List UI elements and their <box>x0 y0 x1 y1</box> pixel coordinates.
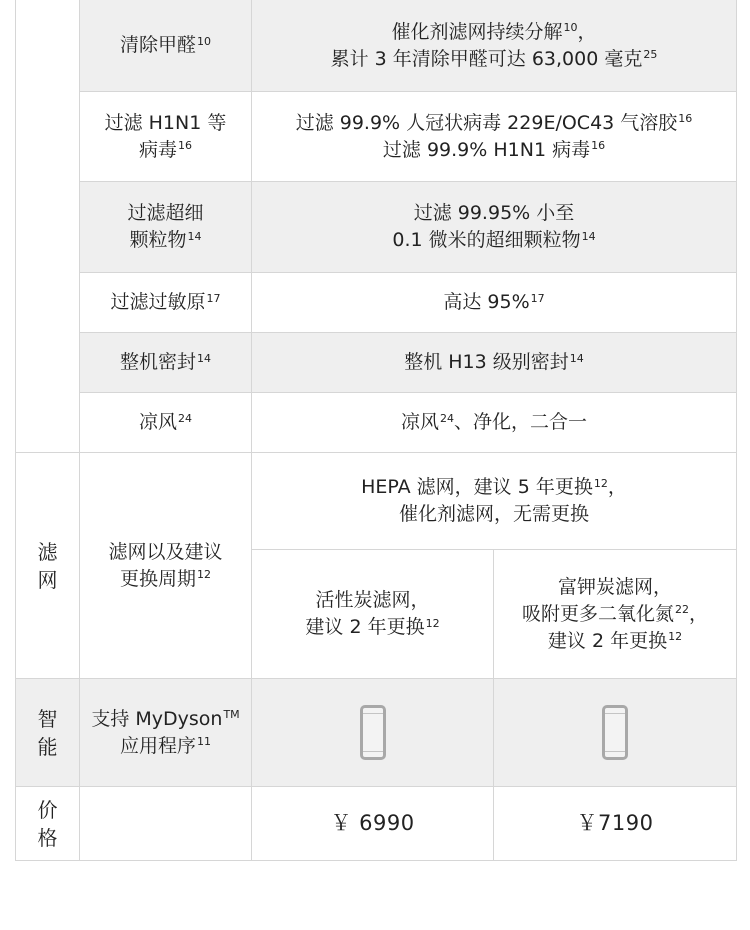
filter-shared-value: HEPA 滤网，建议 5 年更换$^{12}$， 催化剂滤网，无需更换 <box>252 453 737 550</box>
category-price: 价格 <box>15 787 80 861</box>
feature-label-mydyson: 支持 MyDyson™ 应用程序$^{11}$ <box>80 679 252 787</box>
smartphone-icon <box>602 705 628 760</box>
price-left: ￥ 6990 <box>252 787 494 861</box>
category-filter: 滤网 <box>15 453 80 679</box>
feature-label-ultrafine: 过滤超细 颗粒物$^{14}$ <box>80 182 252 273</box>
feature-value-formaldehyde: 催化剂滤网持续分解$^{10}$， 累计 3 年清除甲醛可达 63,000 毫克$^{25}$ <box>252 0 737 92</box>
category-cell-blank <box>15 0 80 453</box>
price-label-blank <box>80 787 252 861</box>
feature-label-allergen: 过滤过敏原$^{17}$ <box>80 273 252 333</box>
feature-value-sealing: 整机 H13 级别密封$^{14}$ <box>252 333 737 393</box>
price-right: ￥7190 <box>494 787 737 861</box>
category-smart: 智能 <box>15 679 80 787</box>
filter-left-value: 活性炭滤网， 建议 2 年更换$^{12}$ <box>252 550 494 679</box>
feature-value-cooling: 凉风$^{24}$、净化，二合一 <box>252 393 737 453</box>
filter-right-value: 富钾炭滤网， 吸附更多二氧化氮$^{22}$， 建议 2 年更换$^{12}$ <box>494 550 737 679</box>
feature-value-h1n1: 过滤 99.9% 人冠状病毒 229E/OC43 气溶胶$^{16}$ 过滤 99.9% H1N1 病毒$^{16}$ <box>252 92 737 182</box>
smartphone-icon <box>360 705 386 760</box>
feature-value-ultrafine: 过滤 99.95% 小至 0.1 微米的超细颗粒物$^{14}$ <box>252 182 737 273</box>
feature-label-cooling: 凉风$^{24}$ <box>80 393 252 453</box>
feature-label-sealing: 整机密封$^{14}$ <box>80 333 252 393</box>
mydyson-support-left <box>252 679 494 787</box>
feature-value-allergen: 高达 95%$^{17}$ <box>252 273 737 333</box>
feature-label-formaldehyde: 清除甲醛$^{10}$ <box>80 0 252 92</box>
feature-label-h1n1: 过滤 H1N1 等 病毒$^{16}$ <box>80 92 252 182</box>
feature-label-filter: 滤网以及建议 更换周期$^{12}$ <box>80 453 252 679</box>
mydyson-support-right <box>494 679 737 787</box>
